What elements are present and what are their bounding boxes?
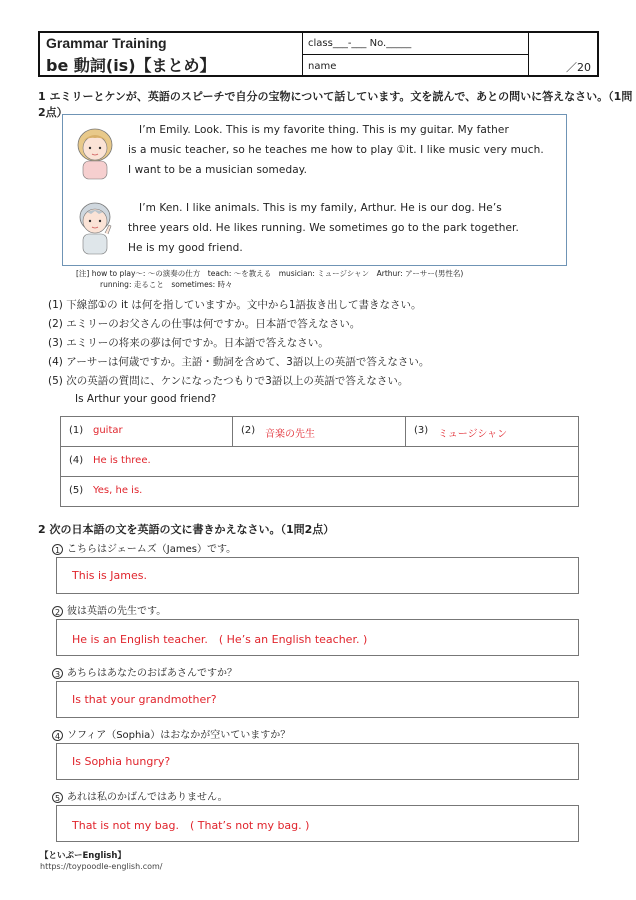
class-field: class___-___ No._____ — [308, 38, 412, 49]
vocab-note-1: [注] how to play～: ～の演奏の仕方 teach: ～を教える musician: ミュージシャン Arthur: アーサー(男性名) — [76, 269, 464, 278]
emily-line-2: is a music teacher, so he teaches me how to play ①it. I like music very much. — [128, 144, 544, 156]
answer-2-5: That is not my bag. ( That’s not my bag. ) — [72, 819, 310, 832]
answer-box-2-3 — [56, 681, 579, 718]
ken-line-2: three years old. He likes running. We sometimes go to the park together. — [128, 222, 519, 234]
answer-cell-2: (2) 音楽の先生 — [232, 416, 406, 447]
vocab-note-2: running: 走ること sometimes: 時々 — [100, 280, 233, 289]
question2-title: 2 次の日本語の文を英語の文に書きかえなさい。（1問2点） — [38, 523, 335, 536]
question2-3: 3 あちらはあなたのおばあさんですか？ — [52, 664, 237, 679]
answer-2-2: He is an English teacher. ( He’s an English teacher. ) — [72, 633, 368, 646]
ken-line-3: He is my good friend. — [128, 242, 243, 254]
answer-cell-3: (3) ミュージシャン — [405, 416, 579, 447]
question1-3: (3) エミリーの将来の夢は何ですか。日本語で答えなさい。 — [48, 337, 329, 349]
question1-4: (4) アーサーは何歳ですか。主語・動詞を含めて、3語以上の英語で答えなさい。 — [48, 356, 430, 368]
answer-2-4: Is Sophia hungry? — [72, 755, 171, 768]
circled-number-3: 3 — [52, 668, 63, 679]
answer-4: He is three. — [93, 455, 151, 466]
question1-5: (5) 次の英語の質問に、ケンになったつもりで3語以上の英語で答えなさい。 — [48, 375, 409, 387]
worksheet-header — [38, 31, 599, 77]
ken-line-1: I’m Ken. I like animals. This is my family, Arthur. He is our dog. He’s — [139, 202, 502, 214]
emily-line-3: I want to be a musician someday. — [128, 164, 308, 176]
answer-box-2-5 — [56, 805, 579, 842]
name-field: name — [308, 61, 337, 72]
question2-2: 2 彼は英語の先生です。 — [52, 602, 166, 617]
answer-cell-1: (1) guitar — [60, 416, 233, 447]
answer-box-2-4 — [56, 743, 579, 780]
circled-number-1: 1 — [52, 544, 63, 555]
question2-1: 1 こちらはジェームズ（James）です。 — [52, 540, 236, 555]
question1-5-english: Is Arthur your good friend? — [75, 393, 217, 405]
answer-box-2-1 — [56, 557, 579, 594]
question1-title: 1 エミリーとケンが、英語のスピーチで自分の宝物について話しています。文を読んで、あとの問いに答えなさい。（1問2点） — [38, 90, 633, 119]
question2-5: 5 あれは私のかばんではありません。 — [52, 788, 228, 803]
worksheet-title-jp: be 動詞(is)【まとめ】 — [46, 56, 216, 75]
question1-2: (2) エミリーのお父さんの仕事は何ですか。日本語で答えなさい。 — [48, 318, 361, 330]
emily-avatar — [73, 125, 117, 181]
ken-avatar — [73, 199, 117, 257]
answer-2: 音楽の先生 — [265, 429, 315, 440]
circled-number-2: 2 — [52, 606, 63, 617]
answer-3: ミュージシャン — [438, 429, 508, 440]
answer-2-3: Is that your grandmother? — [72, 693, 217, 706]
answer-2-1: This is James. — [72, 569, 147, 582]
circled-number-5: 5 — [52, 792, 63, 803]
answer-cell-4: (4) He is three. — [60, 446, 579, 477]
answer-5: Yes, he is. — [93, 485, 143, 496]
footer-url[interactable]: https://toypoodle-english.com/ — [40, 862, 163, 871]
answer-1: guitar — [93, 425, 123, 436]
worksheet-title-en: Grammar Training — [46, 35, 167, 51]
question2-4: 4 ソフィア（Sophia）はおなかが空いていますか？ — [52, 726, 290, 741]
circled-number-4: 4 — [52, 730, 63, 741]
footer-brand: 【といぷーEnglish】 — [40, 851, 126, 861]
answer-cell-5: (5) Yes, he is. — [60, 476, 579, 507]
answer-box-2-2 — [56, 619, 579, 656]
score-field: ／20 — [566, 61, 591, 74]
emily-line-1: I’m Emily. Look. This is my favorite thing. This is my guitar. My father — [139, 124, 509, 136]
question1-1: (1) 下線部①の it は何を指していますか。文中から1語抜き出して書きなさい。 — [48, 299, 422, 311]
story-box — [62, 114, 567, 266]
